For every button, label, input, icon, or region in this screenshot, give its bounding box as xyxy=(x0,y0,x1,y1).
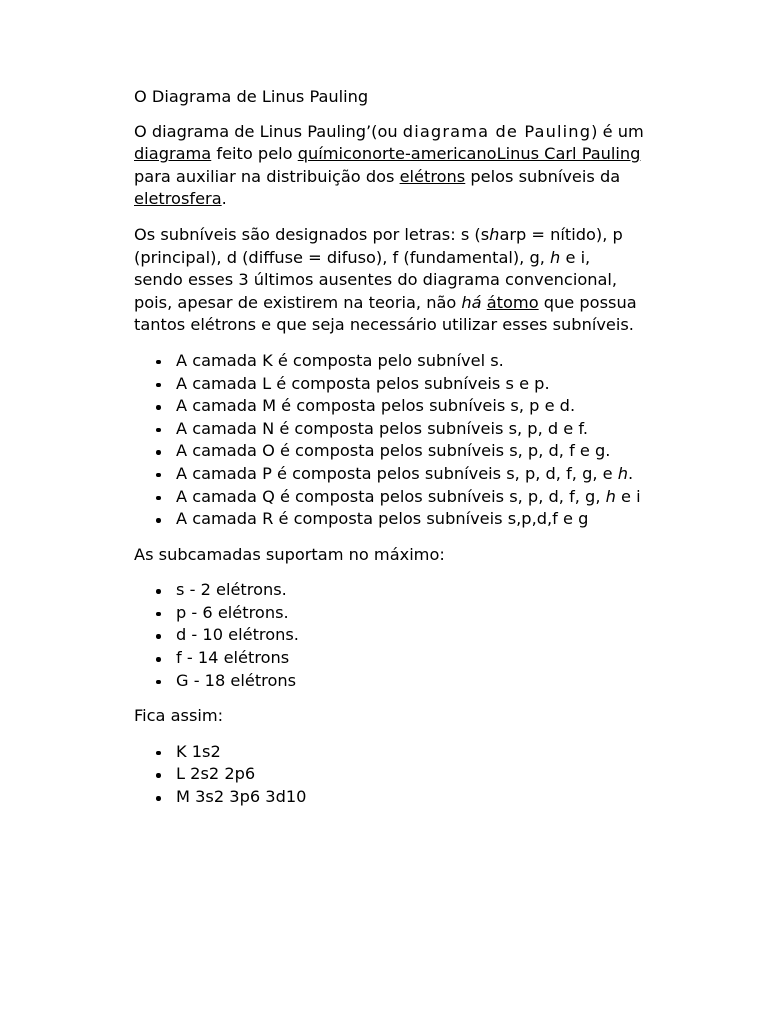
list-item: K 1s2 xyxy=(176,741,644,764)
shell-item-l: A camada L é composta pelos subníveis s e p. xyxy=(176,373,644,396)
shell-item-r: A camada R é composta pelos subníveis s,p,d,f e g xyxy=(176,508,644,531)
shell-item-m: A camada M é composta pelos subníveis s, p e d. xyxy=(176,395,644,418)
shell-item-n: A camada N é composta pelos subníveis s, p, d e f. xyxy=(176,418,644,441)
sublevels-text: e i, sendo esses 3 últimos ausentes do diagrama convencional, pois, apesar de existirem na teoria, não xyxy=(134,247,618,312)
list-item: s - 2 elétrons. xyxy=(176,579,644,602)
config-list xyxy=(134,741,644,809)
list-item: M 3s2 3p6 3d10 xyxy=(176,786,644,809)
link-atomo[interactable]: átomo xyxy=(486,292,539,312)
max-heading: As subcamadas suportam no máximo: xyxy=(134,544,445,564)
document-title: O Diagrama de Linus Pauling xyxy=(134,87,369,106)
sublevels-italic: h xyxy=(550,247,561,267)
shell-item-text: e i xyxy=(615,486,641,506)
shell-item-q xyxy=(176,486,644,509)
max-electrons-list xyxy=(134,579,644,692)
intro-text: para auxiliar na distribuição dos xyxy=(134,166,400,186)
list-item: f - 14 elétrons xyxy=(176,647,644,670)
sublevels-text: Os subníveis são designados por letras: s (s xyxy=(134,224,490,244)
list-item: G - 18 elétrons xyxy=(176,670,644,693)
shell-item-italic: h xyxy=(605,486,616,506)
intro-text: . xyxy=(221,189,227,209)
shell-item-text: . xyxy=(628,463,634,483)
shells-list xyxy=(134,350,644,531)
list-item: d - 10 elétrons. xyxy=(176,624,644,647)
config-heading: Fica assim: xyxy=(134,706,224,726)
link-quimico-linus-pauling[interactable]: químiconorte-americanoLinus Carl Pauling xyxy=(297,144,641,164)
intro-text: ) é um xyxy=(591,121,644,141)
sublevels-italic: há xyxy=(461,292,482,312)
intro-text: O diagrama de Linus Pauling’(ou xyxy=(134,121,403,141)
intro-alt-name: diagrama de Pauling xyxy=(402,121,592,141)
intro-text: feito pelo xyxy=(211,144,298,164)
shell-item-text: A camada Q é composta pelos subníveis s, p, d, f, g, xyxy=(176,486,606,506)
document-page xyxy=(134,86,644,822)
sublevels-paragraph xyxy=(134,224,644,337)
link-eletrosfera[interactable]: eletrosfera xyxy=(134,189,222,209)
intro-text: pelos subníveis da xyxy=(465,166,621,186)
shell-item-o: A camada O é composta pelos subníveis s, p, d, f e g. xyxy=(176,440,644,463)
list-item: L 2s2 2p6 xyxy=(176,763,644,786)
shell-item-p xyxy=(176,463,644,486)
sublevels-italic: h xyxy=(489,224,500,244)
intro-paragraph xyxy=(134,121,644,211)
shell-item-italic: h xyxy=(617,463,629,483)
shell-item-k: A camada K é composta pelo subnível s. xyxy=(176,350,644,373)
link-eletrons[interactable]: elétrons xyxy=(399,166,466,186)
sublevels-text: arp = nítido), p (principal), d (diffuse = difuso), f (fundamental), g, xyxy=(134,224,623,267)
shell-item-text: A camada P é composta pelos subníveis s, p, d, f, g, e xyxy=(176,463,618,483)
link-diagrama[interactable]: diagrama xyxy=(134,144,212,164)
sublevels-text: que possua tantos elétrons e que seja necessário utilizar esses subníveis. xyxy=(134,292,637,335)
list-item: p - 6 elétrons. xyxy=(176,602,644,625)
